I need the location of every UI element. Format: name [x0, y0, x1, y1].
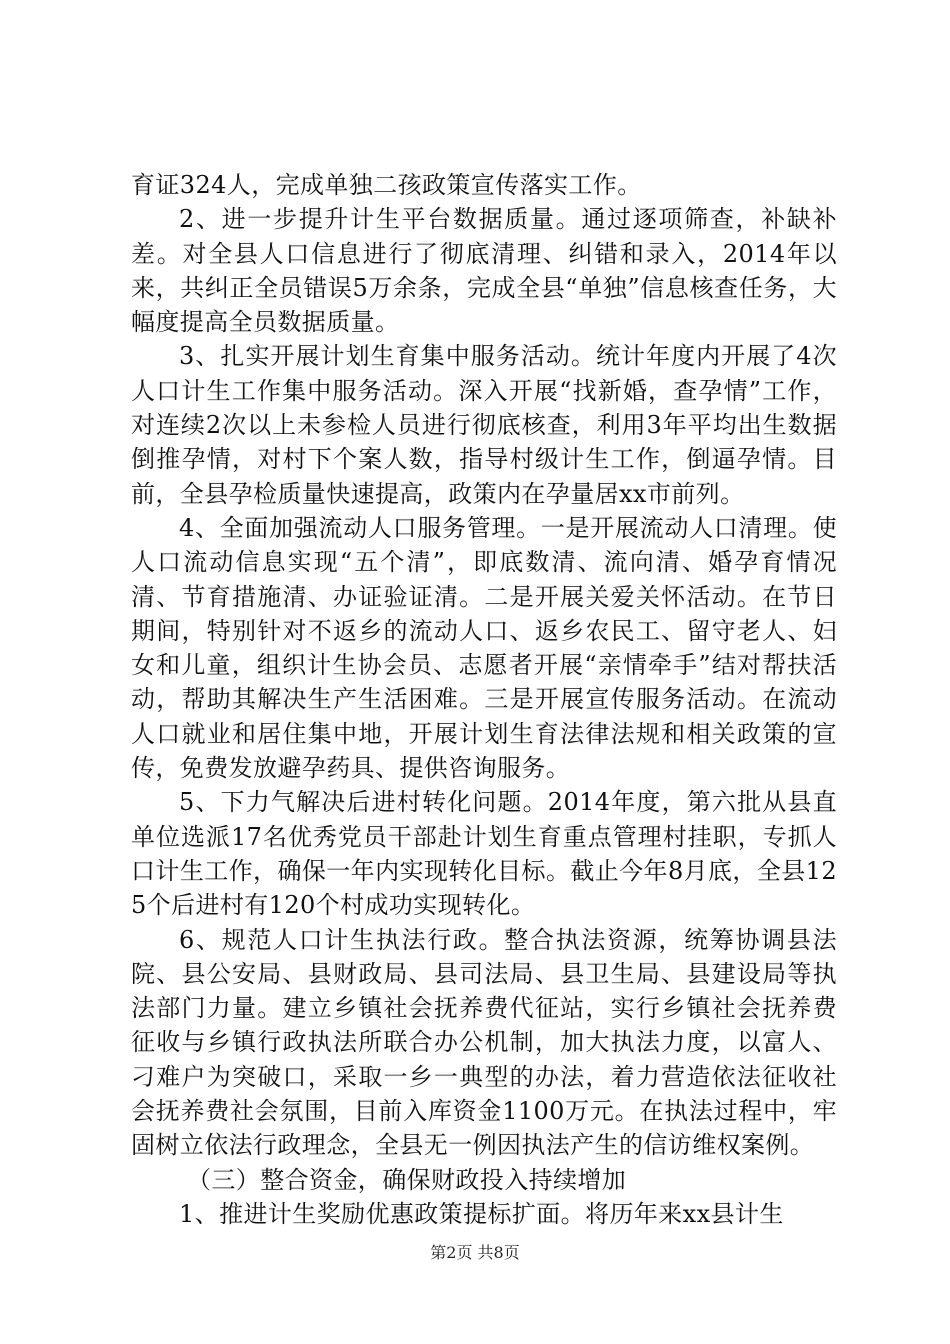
- paragraph-4: 4、全面加强流动人口服务管理。一是开展流动人口清理。使人口流动信息实现“五个清”，即底数清、流向清、婚孕育情况清、节育措施清、办证验证清。二是开展关爱关怀活动。在节日期间，特别针对不返乡的流动人口、返乡农民工、留守老人、妇女和儿童，组织计生协会员、志愿者开展“亲情牵手”结对帮扶活动，帮助其解决生产生活困难。三是开展宣传服务活动。在流动人口就业和居住集中地，开展计划生育法律法规和相关政策的宣传，免费发放避孕药具、提供咨询服务。: [131, 513, 837, 783]
- paragraph-5: 5、下力气解决后进村转化问题。2014年度，第六批从县直单位选派17名优秀党员干部赴计划生育重点管理村挂职，专抓人口计生工作，确保一年内实现转化目标。截止今年8月底，全县125个后进村有120个村成功实现转化。: [131, 788, 837, 920]
- section-heading: （三）整合资金，确保财政投入持续增加: [187, 1165, 627, 1194]
- page-number-label: 第2页 共8页: [430, 1243, 520, 1262]
- paragraph-7: 1、推进计生奖励优惠政策提标扩面。将历年来xx县计生: [179, 1199, 784, 1228]
- page-footer: [0, 1240, 950, 1263]
- paragraph-2: 2、进一步提升计生平台数据质量。通过逐项筛查，补缺补差。对全县人口信息进行了彻底清理、纠错和录入，2014年以来，共纠正全员错误5万余条，完成全县“单独”信息核查任务，大幅度提高全员数据质量。: [131, 205, 837, 337]
- document-body: [131, 168, 837, 1231]
- paragraph-1: 育证324人，完成单独二孩政策宣传落实工作。: [131, 171, 642, 199]
- paragraph-3: 3、扎实开展计划生育集中服务活动。统计年度内开展了4次人口计生工作集中服务活动。深入开展“找新婚，查孕情”工作，对连续2次以上未参检人员进行彻底核查，利用3年平均出生数据倒推孕情，对村下个案人数，指导村级计生工作，倒逼孕情。目前，全县孕检质量快速提高，政策内在孕量居xx市前列。: [131, 342, 837, 508]
- paragraph-6: 6、规范人口计生执法行政。整合执法资源，统筹协调县法院、县公安局、县财政局、县司法局、县卫生局、县建设局等执法部门力量。建立乡镇社会抚养费代征站，实行乡镇社会抚养费征收与乡镇行政执法所联合办公机制，加大执法力度，以富人、刁难户为突破口，采取一乡一典型的办法，着力营造依法征收社会抚养费社会氛围，目前入库资金1100万元。在执法过程中，牢固树立依法行政理念，全县无一例因执法产生的信访维权案例。: [131, 925, 837, 1160]
